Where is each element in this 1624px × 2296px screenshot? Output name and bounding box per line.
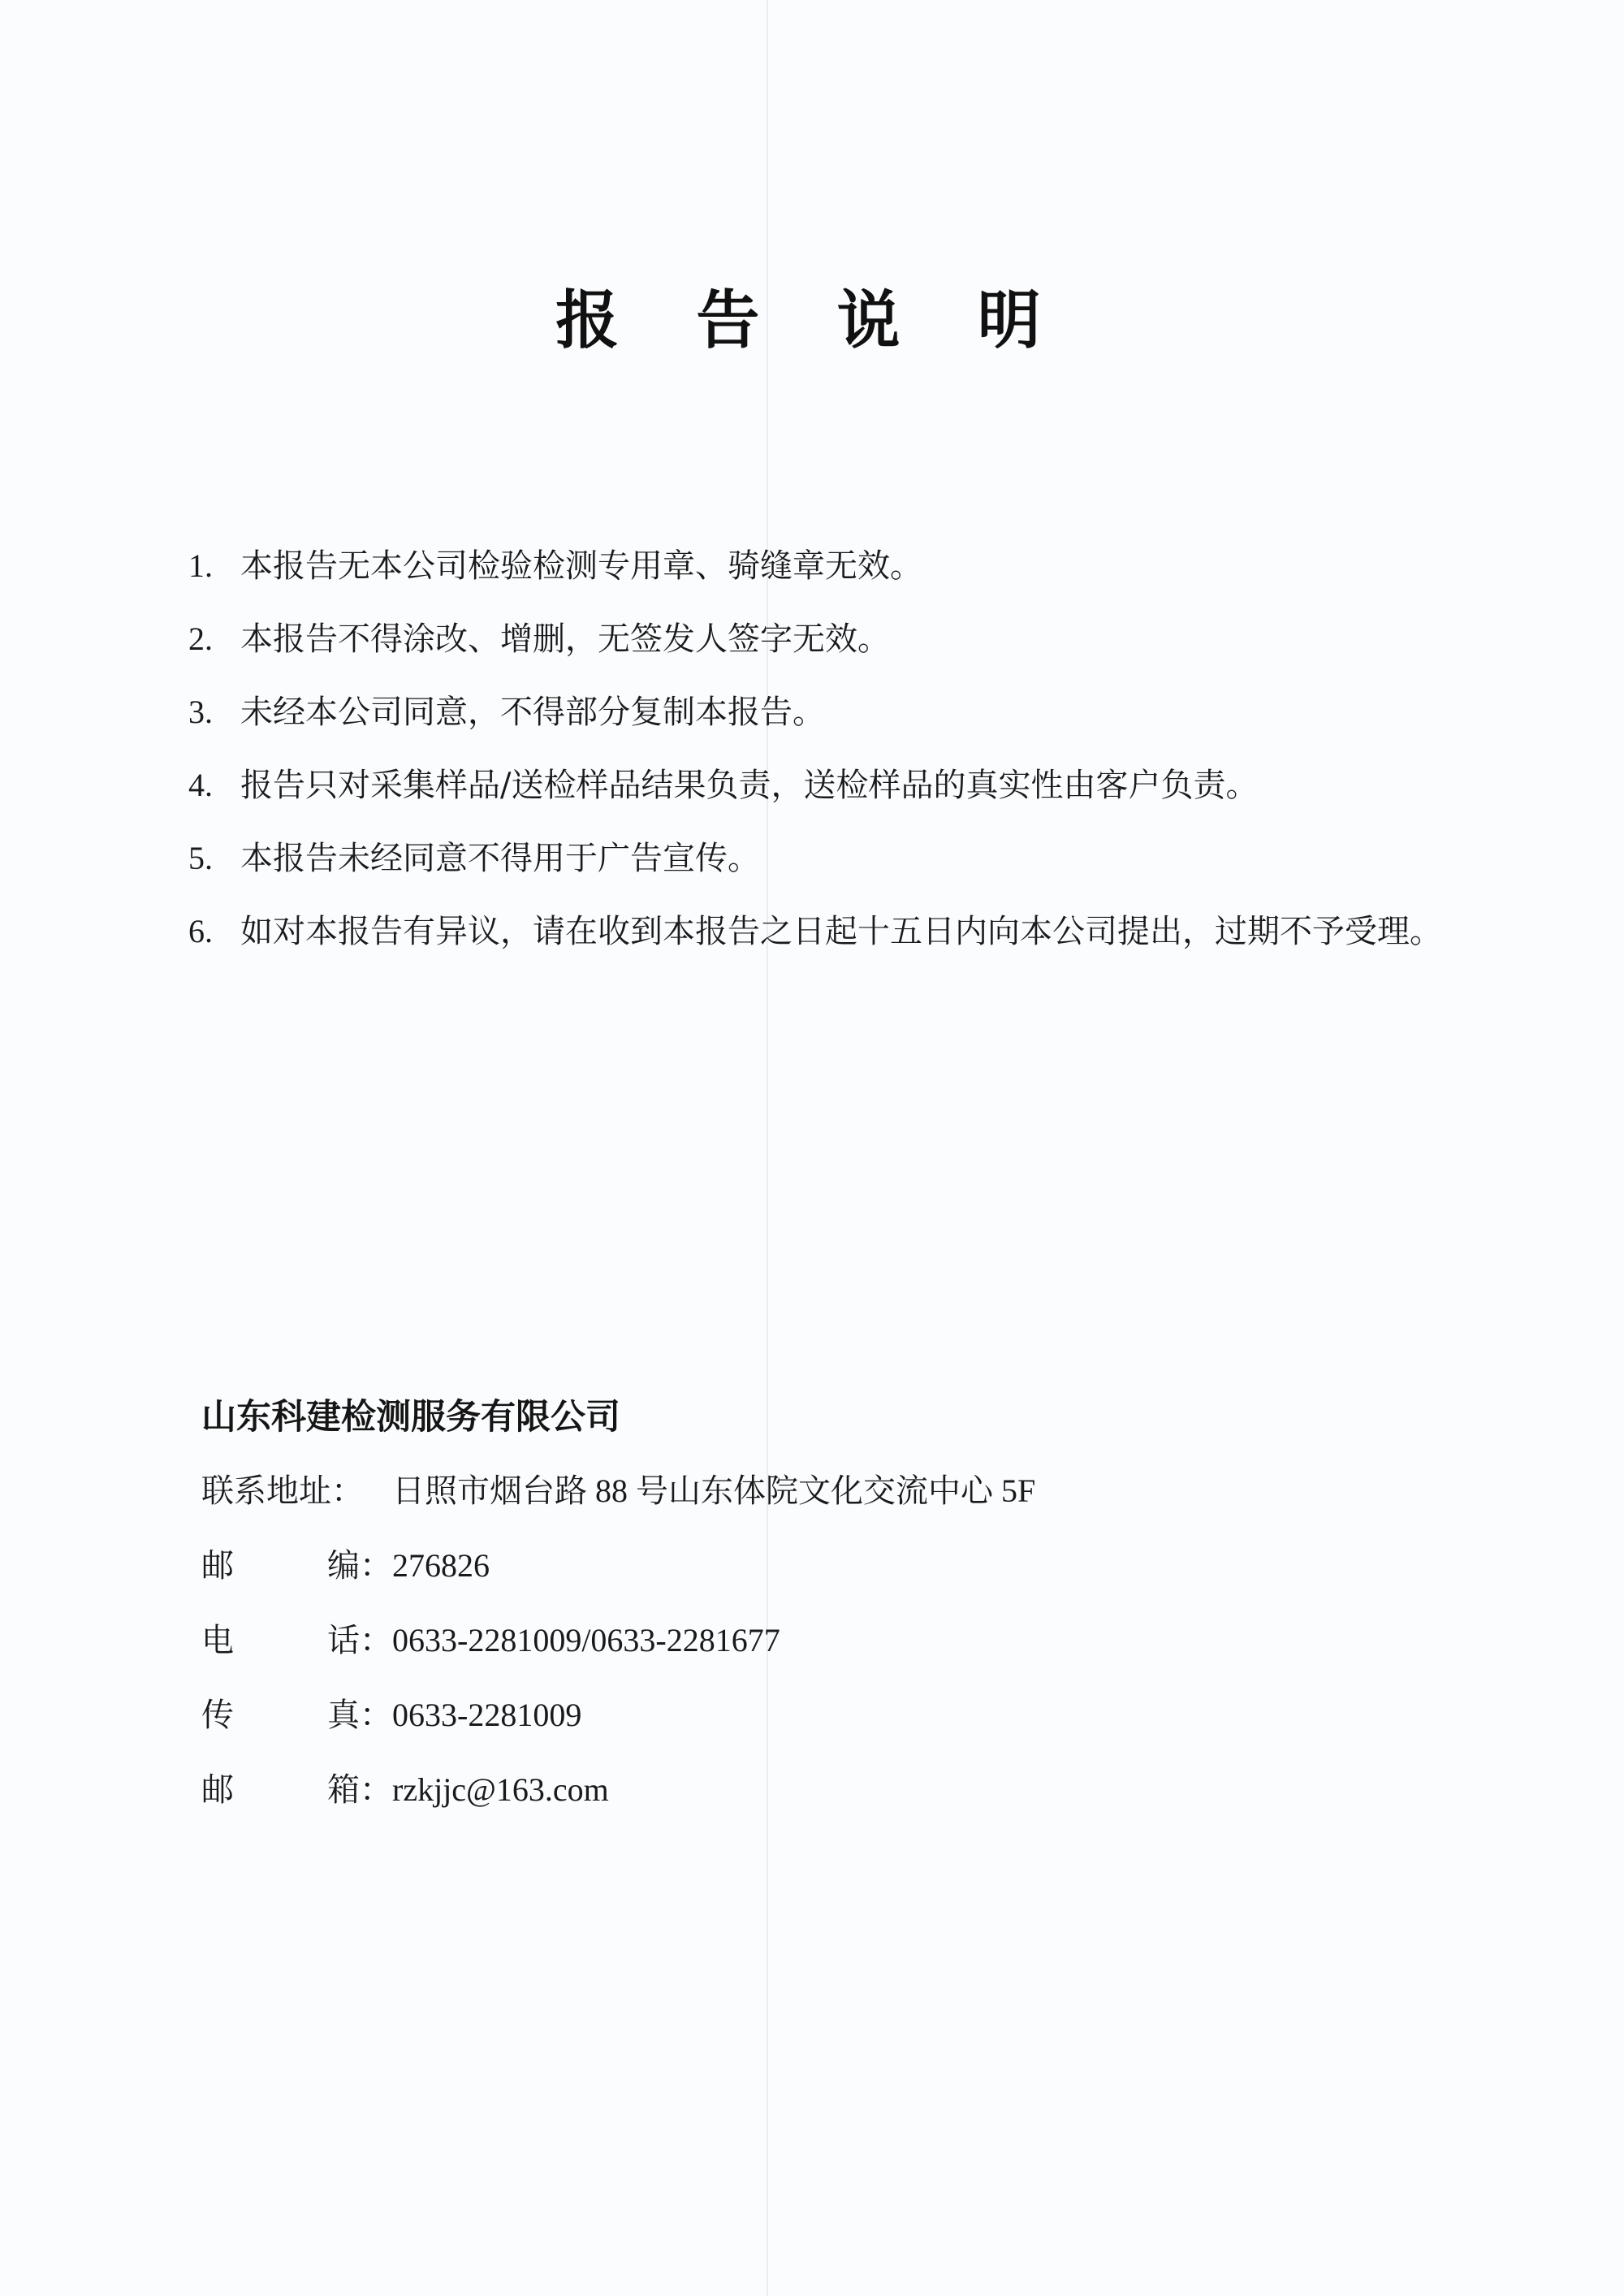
phone-row [201,1603,1419,1678]
fax-label-first: 传 [201,1697,234,1734]
postcode-value: 276826 [392,1547,490,1584]
rule-item [188,530,1520,603]
email-row [201,1753,1419,1827]
rule-number: 4. [188,767,213,803]
phone-label [201,1603,392,1678]
postcode-row [201,1529,1419,1603]
rule-item [188,603,1520,676]
rule-text: 报告只对采集样品/送检样品结果负责，送检样品的真实性由客户负责。 [240,767,1259,804]
address-row [201,1454,1419,1529]
rule-text: 本报告未经同意不得用于广告宣传。 [240,840,760,877]
rule-text: 本报告无本公司检验检测专用章、骑缝章无效。 [240,547,922,585]
postcode-label [201,1529,392,1603]
rule-item [188,895,1520,968]
contact-block [201,1381,1419,1827]
fax-label-second: 真： [327,1697,392,1734]
rule-text: 未经本公司同意，不得部分复制本报告。 [240,694,825,731]
postcode-label-first: 邮 [201,1547,234,1585]
rule-number: 3. [188,694,213,730]
rule-number: 5. [188,840,213,876]
postcode-label-second: 编： [327,1547,392,1585]
fax-label [201,1678,392,1753]
page-title: 报 告 说 明 [555,283,1069,357]
phone-label-first: 电 [201,1622,234,1659]
phone-label-second: 话： [327,1622,392,1659]
email-label-second: 箱： [327,1771,392,1809]
rule-number: 2. [188,620,213,657]
rule-item [188,822,1520,895]
report-rules-list [188,530,1520,968]
rule-item [188,676,1520,749]
fax-value: 0633-2281009 [392,1697,582,1733]
rule-number: 1. [188,547,213,584]
address-value: 日照市烟台路 88 号山东体院文化交流中心 5F [392,1472,1036,1509]
company-name: 山东科建检测服务有限公司 [201,1397,620,1438]
rule-number: 6. [188,913,213,949]
email-label-first: 邮 [201,1771,234,1809]
email-value: rzkjjc@163.com [392,1771,609,1808]
rule-item [188,749,1520,822]
rule-text: 如对本报告有异议，请在收到本报告之日起十五日内向本公司提出，过期不予受理。 [240,913,1442,950]
phone-value: 0633-2281009/0633-2281677 [392,1622,780,1658]
rule-text: 本报告不得涂改、增删，无签发人签字无效。 [240,620,890,658]
email-label [201,1753,392,1827]
address-label: 联系地址： [201,1472,364,1510]
fax-row [201,1678,1419,1753]
